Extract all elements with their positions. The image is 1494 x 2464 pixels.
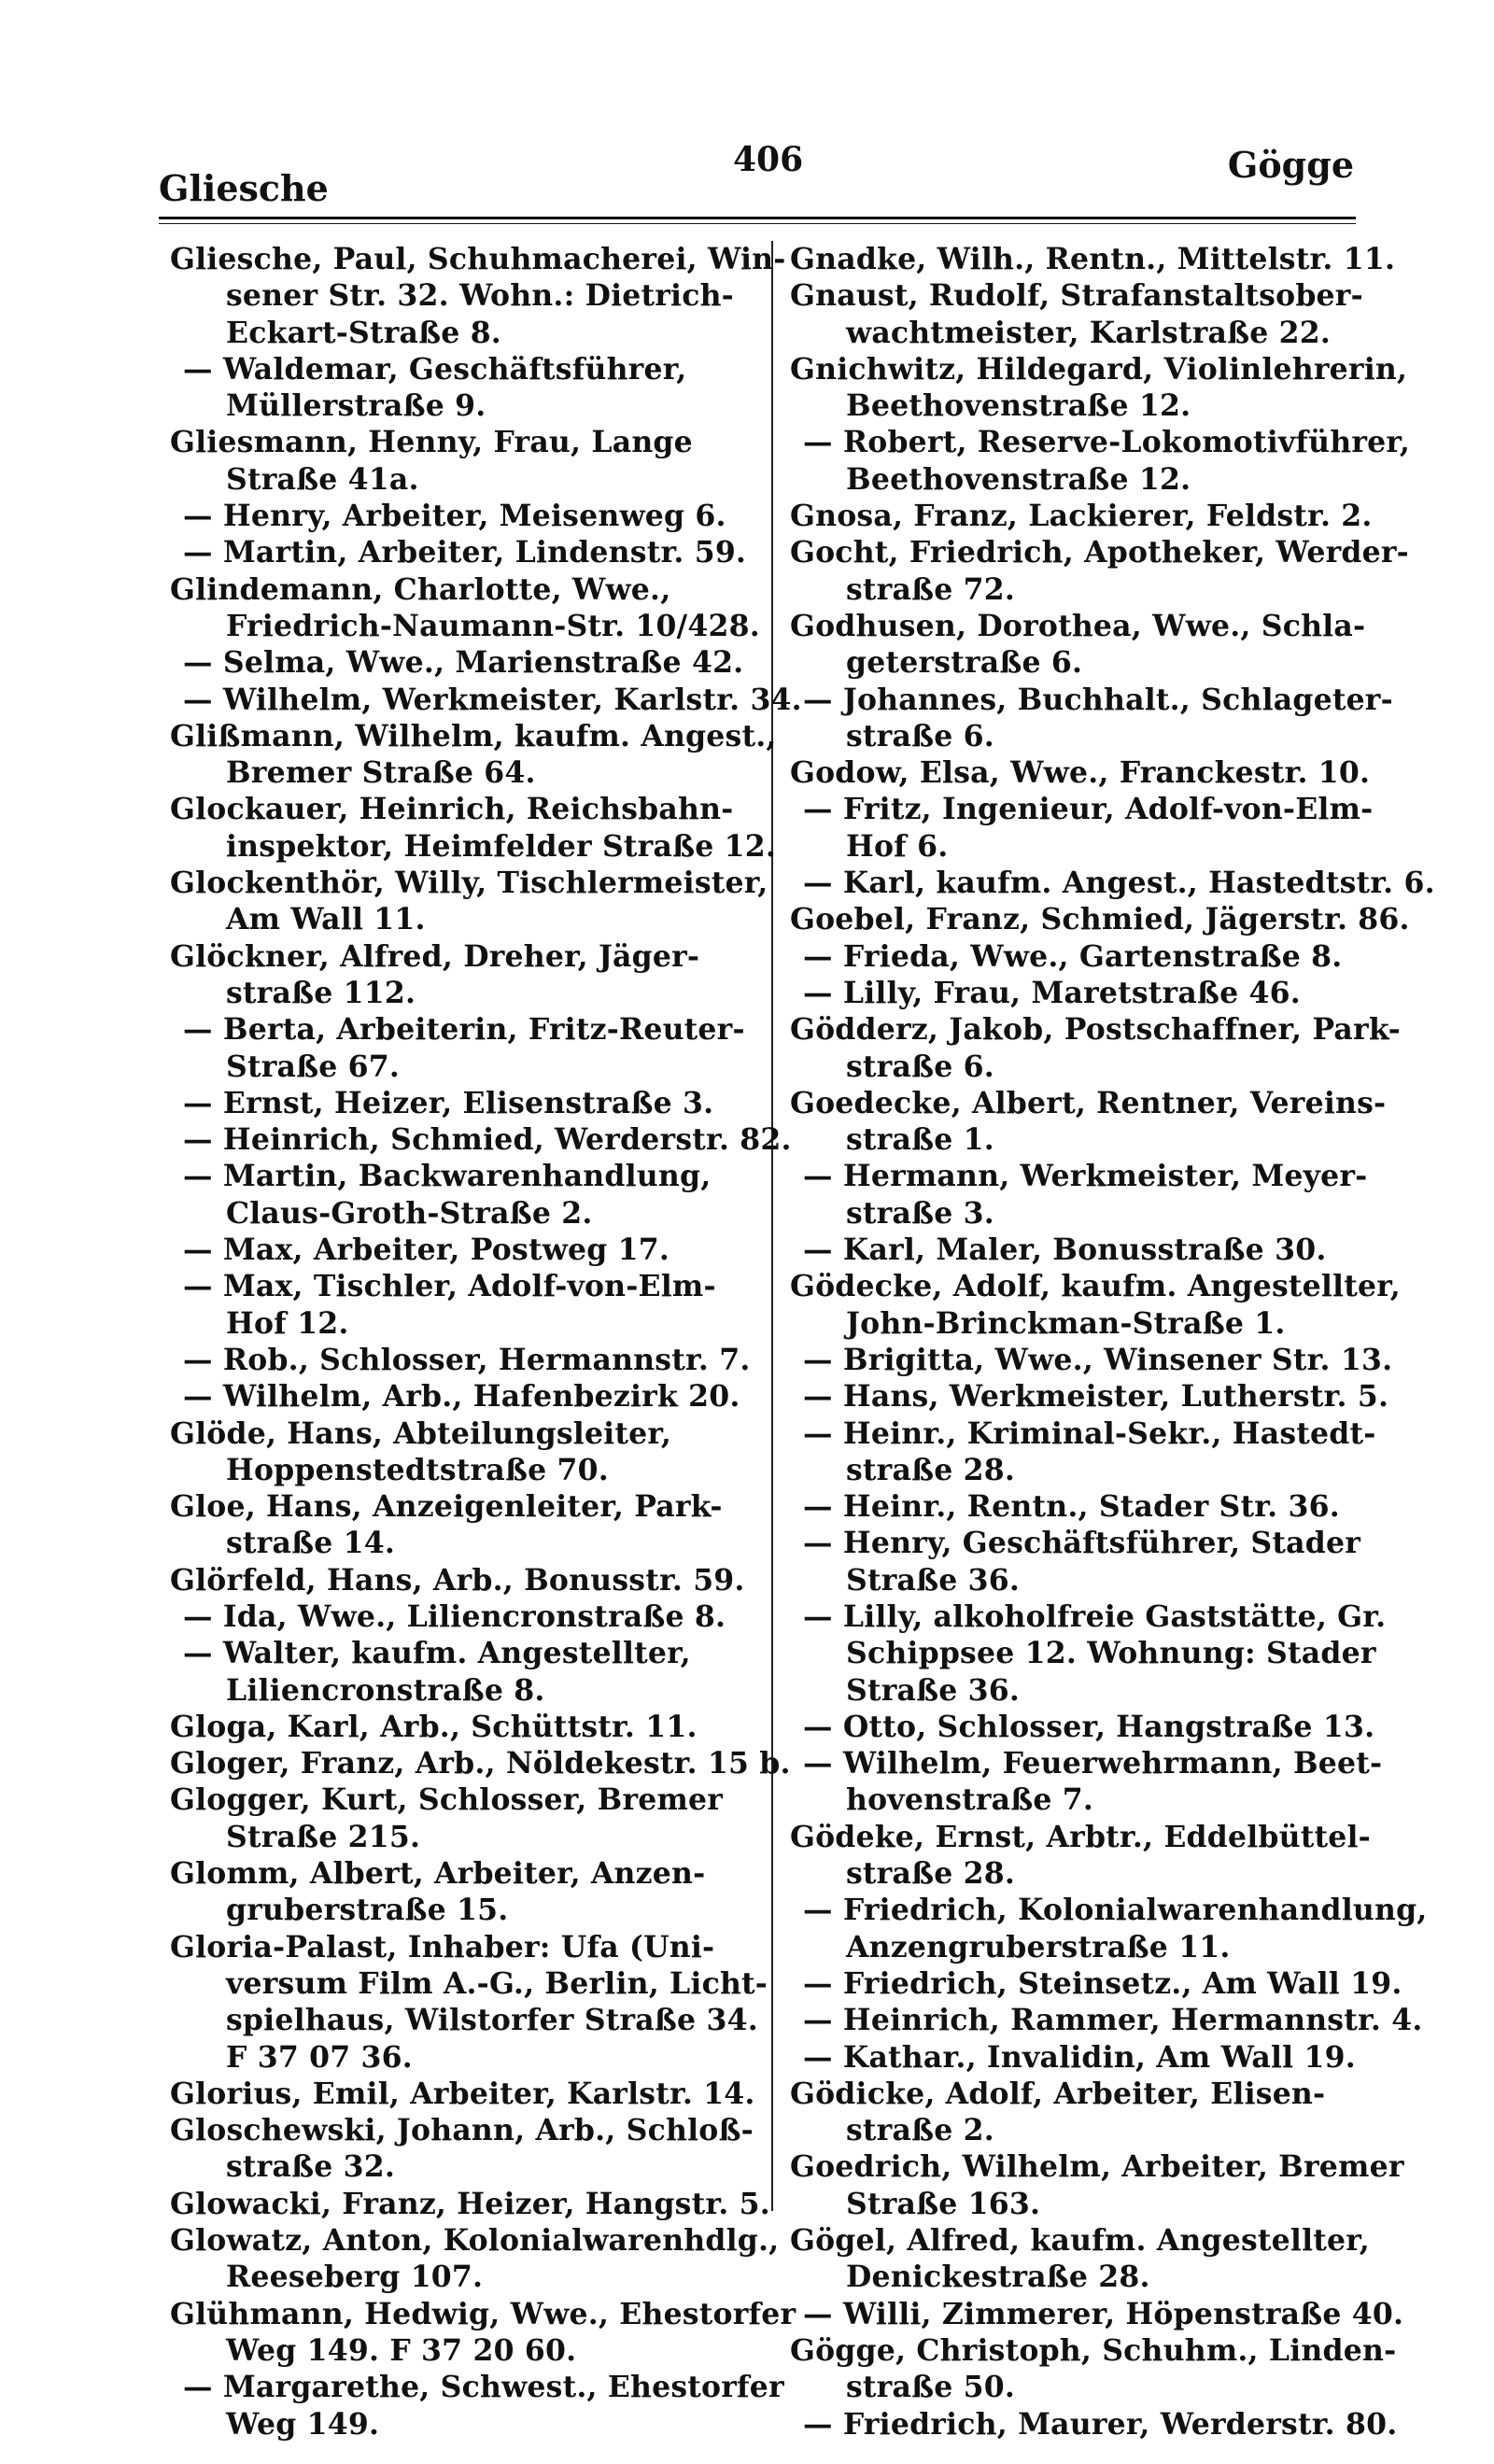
entry-name-line: Gödecke, Adolf, kaufm. Angestellter,	[790, 1269, 1401, 1304]
directory-entry	[790, 2296, 1404, 2332]
entry-name-line: Gögge, Christoph, Schuhm., Linden-	[790, 2332, 1397, 2368]
entry-name-line: Glowacki, Franz, Heizer, Hangstr. 5.	[170, 2186, 770, 2221]
directory-entry	[790, 1598, 1387, 1709]
directory-entry	[170, 1598, 768, 1635]
entry-continuation-line: Weg 149. F 37 20 60.	[226, 2332, 577, 2368]
header-rule	[159, 217, 1356, 219]
directory-entry	[170, 1268, 768, 1342]
directory-entry	[790, 1232, 1369, 1268]
entry-continuation-line: Hof 12.	[226, 1305, 349, 1341]
entry-name-line: Gnichwitz, Hildegard, Violinlehrerin,	[790, 351, 1408, 387]
directory-entry	[790, 2039, 1369, 2076]
entry-name-line: Gödeke, Ernst, Arbtr., Eddelbüttel-	[790, 1819, 1371, 1854]
entry-continuation-line: Beethovenstraße 12.	[846, 461, 1191, 497]
entry-continuation-line: Bremer Straße 64.	[226, 755, 536, 791]
directory-entry	[790, 1415, 1376, 1489]
header-rule-thin	[159, 223, 1356, 224]
entry-name-line: Gloe, Hans, Anzeigenleiter, Park-	[170, 1489, 723, 1525]
entry-name-line: Glomm, Albert, Arbeiter, Anzen-	[170, 1856, 706, 1892]
directory-entry	[170, 1158, 768, 1232]
entry-continuation-line: Hof 6.	[846, 828, 949, 864]
entry-name-line: — Robert, Reserve-Lokomotivführer,	[803, 425, 1411, 460]
directory-entry	[170, 791, 777, 865]
directory-entry	[170, 1378, 768, 1415]
entry-name-line: — Friedrich, Kolonialwarenhandlung,	[803, 1893, 1428, 1928]
entry-name-line: Glißmann, Wilhelm, kaufm. Angest.,	[170, 718, 777, 753]
entry-name-line: Glöde, Hans, Abteilungsleiter,	[170, 1415, 672, 1451]
directory-entry	[790, 1011, 1401, 1085]
entry-name-line: Glindemann, Charlotte, Wwe.,	[170, 571, 671, 607]
entry-continuation-line: versum Film A.-G., Berlin, Licht-	[226, 1965, 768, 2001]
entry-continuation-line: straße 112.	[226, 975, 416, 1010]
directory-entry	[790, 241, 1396, 277]
entry-name-line: Gocht, Friedrich, Apotheker, Werder-	[790, 535, 1409, 570]
directory-entry	[170, 1488, 768, 1562]
entry-name-line: Glöckner, Alfred, Dreher, Jäger-	[170, 938, 700, 974]
entry-continuation-line: Friedrich-Naumann-Str. 10/428.	[226, 608, 760, 643]
entry-continuation-line: F 37 07 36.	[226, 2039, 413, 2075]
entry-continuation-line: geterstraße 6.	[846, 645, 1083, 681]
entry-name-line: — Wilhelm, Werkmeister, Karlstr. 34.	[183, 682, 802, 717]
entry-name-line: Gnadke, Wilh., Rentn., Mittelstr. 11.	[790, 242, 1396, 276]
entry-name-line: — Friedrich, Maurer, Werderstr. 80.	[803, 2406, 1398, 2442]
entry-name-line: — Heinrich, Schmied, Werderstr. 82.	[183, 1122, 792, 1158]
entry-name-line: — Brigitta, Wwe., Winsener Str. 13.	[803, 1342, 1393, 1377]
entry-continuation-line: straße 28.	[846, 1856, 1016, 1892]
directory-entry	[170, 498, 768, 534]
header-first-name: Gliesche	[159, 167, 329, 209]
directory-entry	[170, 1709, 768, 1745]
directory-entry	[170, 1745, 791, 1781]
entry-name-line: Goedrich, Wilhelm, Arbeiter, Bremer	[790, 2149, 1404, 2185]
entry-continuation-line: Reeseberg 107.	[226, 2260, 484, 2295]
directory-entry	[170, 1121, 792, 1158]
entry-name-line: — Max, Arbeiter, Postweg 17.	[183, 1232, 670, 1268]
directory-entry	[790, 1268, 1401, 1342]
directory-entry	[790, 1892, 1428, 1965]
entry-continuation-line: Hoppenstedtstraße 70.	[226, 1452, 609, 1487]
directory-entry	[790, 1525, 1369, 1598]
directory-entry	[170, 1011, 768, 1085]
right-column	[790, 241, 1435, 2443]
entry-name-line: — Walter, kaufm. Angestellter,	[183, 1636, 691, 1671]
entry-continuation-line: John-Brinckman-Straße 1.	[846, 1305, 1286, 1341]
left-column	[170, 241, 802, 2443]
entry-continuation-line: Straße 163.	[846, 2186, 1041, 2221]
directory-entry	[790, 2076, 1369, 2149]
entry-continuation-line: Müllerstraße 9.	[226, 388, 486, 424]
directory-entry	[790, 424, 1411, 498]
entry-name-line: — Kathar., Invalidin, Am Wall 19.	[803, 2039, 1356, 2075]
entry-continuation-line: Straße 36.	[846, 1672, 1021, 1708]
entry-name-line: — Wilhelm, Feuerwehrmann, Beet-	[803, 1746, 1383, 1781]
entry-continuation-line: Schippsee 12. Wohnung: Stader	[846, 1636, 1376, 1671]
directory-entry	[170, 718, 777, 792]
entry-continuation-line: Claus-Groth-Straße 2.	[226, 1195, 593, 1231]
directory-entry	[790, 534, 1409, 608]
directory-entry	[790, 608, 1369, 682]
entry-name-line: Gnaust, Rudolf, Strafanstaltsober-	[790, 278, 1363, 314]
entry-name-line: — Ernst, Heizer, Elisenstraße 3.	[183, 1085, 714, 1120]
directory-entry	[170, 644, 768, 681]
entry-name-line: Glörfeld, Hans, Arb., Bonusstr. 59.	[170, 1562, 745, 1598]
directory-entry	[790, 901, 1410, 937]
entry-continuation-line: spielhaus, Wilstorfer Straße 34.	[226, 2003, 758, 2038]
entry-name-line: — Selma, Wwe., Marienstraße 42.	[183, 645, 744, 681]
directory-entry	[790, 791, 1374, 865]
entry-continuation-line: Straße 67.	[226, 1049, 401, 1084]
entry-name-line: Glockauer, Heinrich, Reichsbahn-	[170, 792, 734, 827]
entry-continuation-line: straße 2.	[846, 2113, 994, 2148]
entry-continuation-line: straße 14.	[226, 1526, 396, 1561]
entry-name-line: Gliesche, Paul, Schuhmacherei, Win-	[170, 242, 786, 276]
entry-name-line: — Henry, Geschäftsführer, Stader	[803, 1526, 1360, 1561]
entry-name-line: — Heinr., Rentn., Stader Str. 36.	[803, 1489, 1340, 1525]
entry-name-line: — Ida, Wwe., Liliencronstraße 8.	[183, 1598, 726, 1634]
directory-entry	[170, 2369, 784, 2443]
directory-entry	[170, 571, 768, 645]
entry-name-line: — Lilly, alkoholfreie Gaststätte, Gr.	[803, 1598, 1387, 1634]
directory-entry	[790, 1378, 1389, 1415]
entry-continuation-line: straße 3.	[846, 1195, 994, 1231]
directory-entry	[170, 241, 786, 351]
directory-entry	[790, 754, 1369, 791]
column-divider	[771, 241, 773, 2211]
directory-entry	[790, 1158, 1369, 1232]
directory-entry	[790, 938, 1369, 975]
entry-continuation-line: gruberstraße 15.	[226, 1893, 509, 1928]
directory-entry	[170, 1085, 768, 1121]
directory-entry	[170, 2186, 768, 2222]
entry-name-line: — Waldemar, Geschäftsführer,	[183, 351, 687, 387]
directory-entry	[170, 424, 768, 498]
entry-name-line: Gloschewski, Johann, Arb., Schloß-	[170, 2113, 754, 2148]
entry-continuation-line: straße 28.	[846, 1452, 1016, 1487]
entry-name-line: — Friedrich, Steinsetz., Am Wall 19.	[803, 1965, 1402, 2001]
entry-name-line: Gloga, Karl, Arb., Schüttstr. 11.	[170, 1709, 698, 1744]
entry-continuation-line: Beethovenstraße 12.	[846, 388, 1191, 424]
entry-continuation-line: Eckart-Straße 8.	[226, 315, 501, 350]
directory-entry	[790, 351, 1408, 425]
directory-entry	[790, 1342, 1393, 1378]
entry-continuation-line: Straße 215.	[226, 1819, 421, 1854]
entry-name-line: — Fritz, Ingenieur, Adolf-von-Elm-	[803, 792, 1374, 827]
entry-name-line: Glockenthör, Willy, Tischlermeister,	[170, 866, 768, 901]
directory-entry	[170, 1781, 768, 1855]
entry-name-line: Goebel, Franz, Schmied, Jägerstr. 86.	[790, 902, 1410, 937]
entry-name-line: Glühmann, Hedwig, Wwe., Ehestorfer	[170, 2296, 796, 2331]
entry-continuation-line: Am Wall 11.	[226, 902, 426, 937]
entry-name-line: Glorius, Emil, Arbeiter, Karlstr. 14.	[170, 2076, 755, 2111]
entry-name-line: Goedecke, Albert, Rentner, Vereins-	[790, 1085, 1387, 1120]
directory-entry	[170, 2076, 768, 2112]
entry-name-line: — Lilly, Frau, Maretstraße 46.	[803, 975, 1301, 1010]
entry-name-line: Gnosa, Franz, Lackierer, Feldstr. 2.	[790, 499, 1373, 534]
entry-continuation-line: Denickestraße 28.	[846, 2260, 1150, 2295]
directory-entry	[170, 1929, 768, 2076]
directory-entry	[790, 1745, 1383, 1819]
entry-continuation-line: inspektor, Heimfelder Straße 12.	[226, 828, 777, 864]
directory-entry	[170, 1855, 768, 1929]
directory-entry	[790, 2148, 1404, 2222]
entry-continuation-line: Straße 36.	[846, 1562, 1021, 1598]
entry-name-line: — Rob., Schlosser, Hermannstr. 7.	[183, 1342, 751, 1377]
entry-name-line: Gloria-Palast, Inhaber: Ufa (Uni-	[170, 1929, 715, 1964]
entry-name-line: — Heinr., Kriminal-Sekr., Hastedt-	[803, 1415, 1376, 1451]
directory-entry	[790, 682, 1393, 755]
entry-name-line: — Otto, Schlosser, Hangstraße 13.	[803, 1709, 1375, 1744]
entry-continuation-line: Anzengruberstraße 11.	[846, 1929, 1231, 1964]
entry-name-line: — Hans, Werkmeister, Lutherstr. 5.	[803, 1379, 1389, 1415]
directory-entry	[790, 2406, 1398, 2443]
entry-name-line: — Frieda, Wwe., Gartenstraße 8.	[803, 938, 1343, 974]
entry-name-line: — Hermann, Werkmeister, Meyer-	[803, 1159, 1368, 1194]
entry-name-line: — Wilhelm, Arb., Hafenbezirk 20.	[183, 1379, 740, 1415]
entry-name-line: — Martin, Backwarenhandlung,	[183, 1159, 712, 1194]
entry-name-line: Gögel, Alfred, kaufm. Angestellter,	[790, 2223, 1370, 2259]
directory-entry	[170, 2296, 796, 2370]
entry-continuation-line: straße 6.	[846, 1049, 994, 1084]
directory-entry	[790, 1085, 1387, 1159]
directory-entry	[170, 1562, 768, 1598]
directory-entry	[170, 1415, 768, 1489]
entry-name-line: — Heinrich, Rammer, Hermannstr. 4.	[803, 2003, 1423, 2038]
entry-name-line: — Martin, Arbeiter, Lindenstr. 59.	[183, 535, 747, 570]
directory-entry	[170, 682, 802, 718]
entry-continuation-line: Liliencronstraße 8.	[226, 1672, 545, 1708]
directory-entry	[790, 277, 1369, 351]
directory-entry	[790, 865, 1435, 901]
directory-entry	[170, 865, 768, 938]
directory-entry	[790, 1819, 1369, 1893]
directory-entry	[170, 2112, 768, 2186]
entry-name-line: Glowatz, Anton, Kolonialwarenhdlg.,	[170, 2223, 780, 2259]
entry-name-line: Gloger, Franz, Arb., Nöldekestr. 15 b.	[170, 1746, 791, 1781]
page-header	[159, 140, 1354, 215]
entry-name-line: — Berta, Arbeiterin, Fritz-Reuter-	[183, 1012, 745, 1048]
directory-entry	[170, 534, 768, 570]
entry-name-line: Gödicke, Adolf, Arbeiter, Elisen-	[790, 2076, 1326, 2111]
entry-name-line: — Johannes, Buchhalt., Schlageter-	[803, 682, 1393, 717]
entry-name-line: — Karl, kaufm. Angest., Hastedtstr. 6.	[803, 866, 1435, 901]
entry-name-line: Godhusen, Dorothea, Wwe., Schla-	[790, 608, 1366, 643]
entry-name-line: Gliesmann, Henny, Frau, Lange	[170, 425, 693, 460]
page-number: 406	[733, 140, 804, 179]
directory-entry	[790, 1965, 1402, 2002]
directory-entry	[170, 1232, 768, 1268]
directory-entry	[790, 498, 1373, 534]
entry-name-line: Godow, Elsa, Wwe., Franckestr. 10.	[790, 755, 1371, 791]
directory-entry	[790, 2002, 1423, 2038]
directory-entry	[790, 1709, 1375, 1745]
directory-entry	[790, 975, 1369, 1011]
entry-name-line: — Margarethe, Schwest., Ehestorfer	[183, 2370, 784, 2405]
directory-entry	[170, 938, 768, 1012]
directory-entry	[170, 2222, 780, 2296]
entry-continuation-line: straße 1.	[846, 1122, 994, 1158]
entry-name-line: — Max, Tischler, Adolf-von-Elm-	[183, 1269, 716, 1304]
directory-entry	[170, 351, 768, 425]
entry-name-line: — Willi, Zimmerer, Höpenstraße 40.	[803, 2296, 1404, 2331]
entry-continuation-line: Weg 149.	[226, 2406, 380, 2442]
directory-entry	[790, 2222, 1369, 2296]
entry-continuation-line: wachtmeister, Karlstraße 22.	[846, 315, 1332, 350]
directory-entry	[170, 1635, 768, 1709]
directory-entry	[790, 1488, 1369, 1525]
header-last-name: Gögge	[1227, 144, 1354, 186]
entry-continuation-line: sener Str. 32. Wohn.: Dietrich-	[226, 278, 734, 314]
entry-continuation-line: straße 72.	[846, 571, 1016, 607]
entry-name-line: Glogger, Kurt, Schlosser, Bremer	[170, 1782, 724, 1818]
directory-entry	[790, 2332, 1397, 2406]
directory-entry	[170, 1342, 768, 1378]
entry-continuation-line: straße 32.	[226, 2149, 396, 2185]
entry-continuation-line: straße 50.	[846, 2370, 1016, 2405]
entry-name-line: — Karl, Maler, Bonusstraße 30.	[803, 1232, 1327, 1268]
entry-continuation-line: straße 6.	[846, 718, 994, 753]
entry-continuation-line: hovenstraße 7.	[846, 1782, 1094, 1818]
entry-continuation-line: Straße 41a.	[226, 461, 419, 497]
entry-name-line: — Henry, Arbeiter, Meisenweg 6.	[183, 499, 726, 534]
entry-name-line: Gödderz, Jakob, Postschaffner, Park-	[790, 1012, 1401, 1048]
